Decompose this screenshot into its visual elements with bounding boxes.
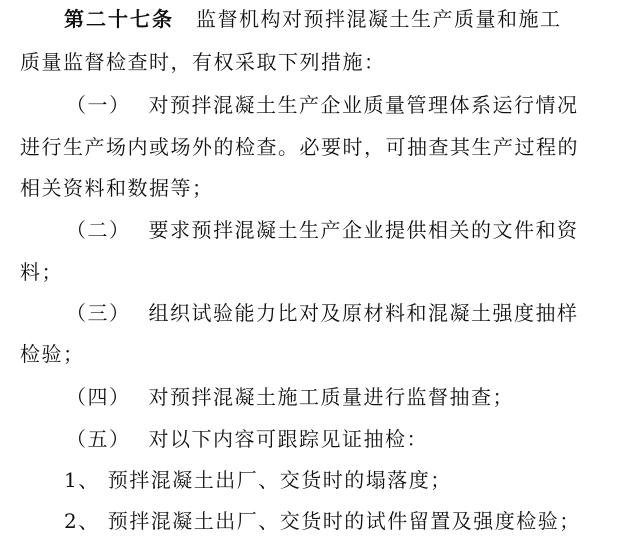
item-2-line-1 <box>66 216 579 244</box>
item-1-line-1 <box>66 91 579 119</box>
item-1-text-line-2: 进行生产场内或场外的检查。必要时，可抽查其生产过程的 <box>20 135 579 159</box>
item-3-line-1 <box>66 299 579 327</box>
article-number: 第二十七条 <box>64 7 174 31</box>
item-1-label: （一） <box>66 93 131 117</box>
article-heading-line <box>64 5 562 33</box>
item-1-text-line-3: 相关资料和数据等； <box>20 176 214 200</box>
item-3-text-line-2: 检验； <box>20 342 85 366</box>
sub-item-1-label: 1、 <box>64 468 100 492</box>
sub-item-2-label: 2、 <box>64 509 100 533</box>
sub-item-1-text: 预拌混凝土出厂、交货时的塌落度； <box>107 468 452 492</box>
sub-item-2 <box>64 507 581 535</box>
item-2-label: （二） <box>66 218 131 242</box>
item-1-text-line-1: 对预拌混凝土生产企业质量管理体系运行情况 <box>148 93 579 117</box>
item-2-text-line-1: 要求预拌混凝土生产企业提供相关的文件和资 <box>148 218 579 242</box>
item-4-line-1 <box>66 383 514 411</box>
item-5-label: （五） <box>66 427 131 451</box>
item-5-text-line-1: 对以下内容可跟踪见证抽检： <box>148 427 428 451</box>
item-4-text-line-1: 对预拌混凝土施工质量进行监督抽查； <box>148 385 514 409</box>
article-intro-line-2: 质量监督检查时，有权采取下列措施： <box>20 50 386 74</box>
sub-item-1 <box>64 466 452 494</box>
item-3-text-line-1: 组织试验能力比对及原材料和混凝土强度抽样 <box>148 301 579 325</box>
item-3-label: （三） <box>66 301 131 325</box>
item-5-line-1 <box>66 425 428 453</box>
item-4-label: （四） <box>66 385 131 409</box>
article-intro-line-1: 监督机构对预拌混凝土生产质量和施工 <box>196 7 562 31</box>
item-2-text-line-2: 料； <box>20 260 63 284</box>
sub-item-2-text: 预拌混凝土出厂、交货时的试件留置及强度检验； <box>107 509 581 533</box>
